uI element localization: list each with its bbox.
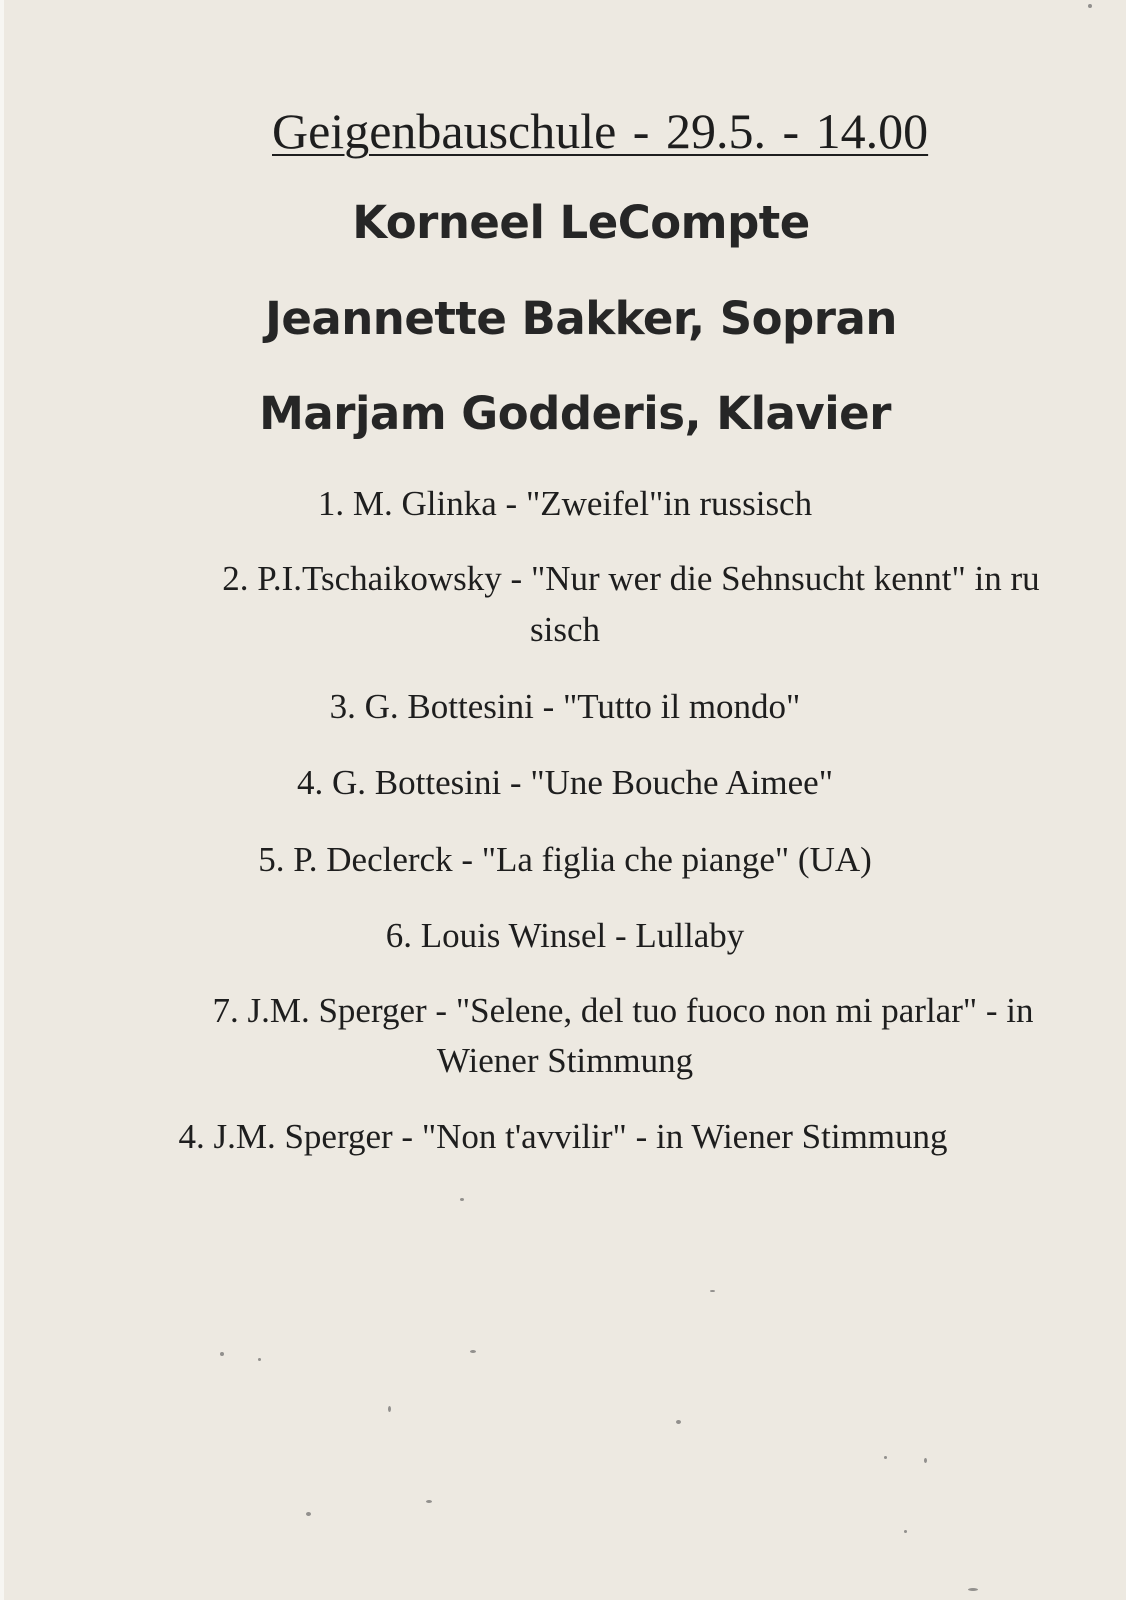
program-item: 4. J.M. Sperger - "Non t'avvilir" - in Wiener Stimmung [178, 1117, 948, 1156]
paper-speck [1088, 4, 1092, 8]
performer-name: Jeannette Bakker, Sopran [265, 292, 897, 345]
paper-speck [426, 1500, 432, 1503]
paper-speck [470, 1350, 476, 1353]
performer-name: Marjam Godderis, Klavier [259, 387, 891, 440]
paper-speck [968, 1588, 978, 1591]
paper-speck [676, 1420, 681, 1424]
program-item: 7. J.M. Sperger - "Selene, del tuo fuoco non mi parlar" - in [212, 991, 1034, 1030]
paper-speck [904, 1530, 907, 1533]
performer-name: Korneel LeCompte [352, 196, 810, 249]
paper-speck [258, 1358, 261, 1361]
paper-speck [460, 1198, 464, 1201]
program-item: 4. G. Bottesini - "Une Bouche Aimee" [297, 763, 833, 802]
paper-speck [924, 1458, 927, 1463]
program-sheet [4, 0, 1126, 1600]
program-item: 3. G. Bottesini - "Tutto il mondo" [329, 687, 801, 726]
program-item-continuation: Wiener Stimmung [436, 1041, 694, 1080]
paper-speck [306, 1512, 311, 1516]
program-item: 1. M. Glinka - "Zweifel"in russisch [317, 484, 813, 523]
scan-edge [0, 0, 4, 1600]
event-heading: Geigenbauschule - 29.5. - 14.00 [272, 103, 929, 159]
paper-speck [710, 1290, 715, 1292]
program-item-continuation: sisch [530, 610, 600, 649]
paper-speck [388, 1406, 391, 1412]
program-item: 6. Louis Winsel - Lullaby [385, 916, 745, 955]
paper-speck [220, 1352, 224, 1356]
program-item: 5. P. Declerck - "La figlia che piange" (UA) [258, 840, 872, 879]
paper-speck [884, 1456, 887, 1459]
program-item: 2. P.I.Tschaikowsky - "Nur wer die Sehnsucht kennt" in ru [222, 559, 1040, 598]
